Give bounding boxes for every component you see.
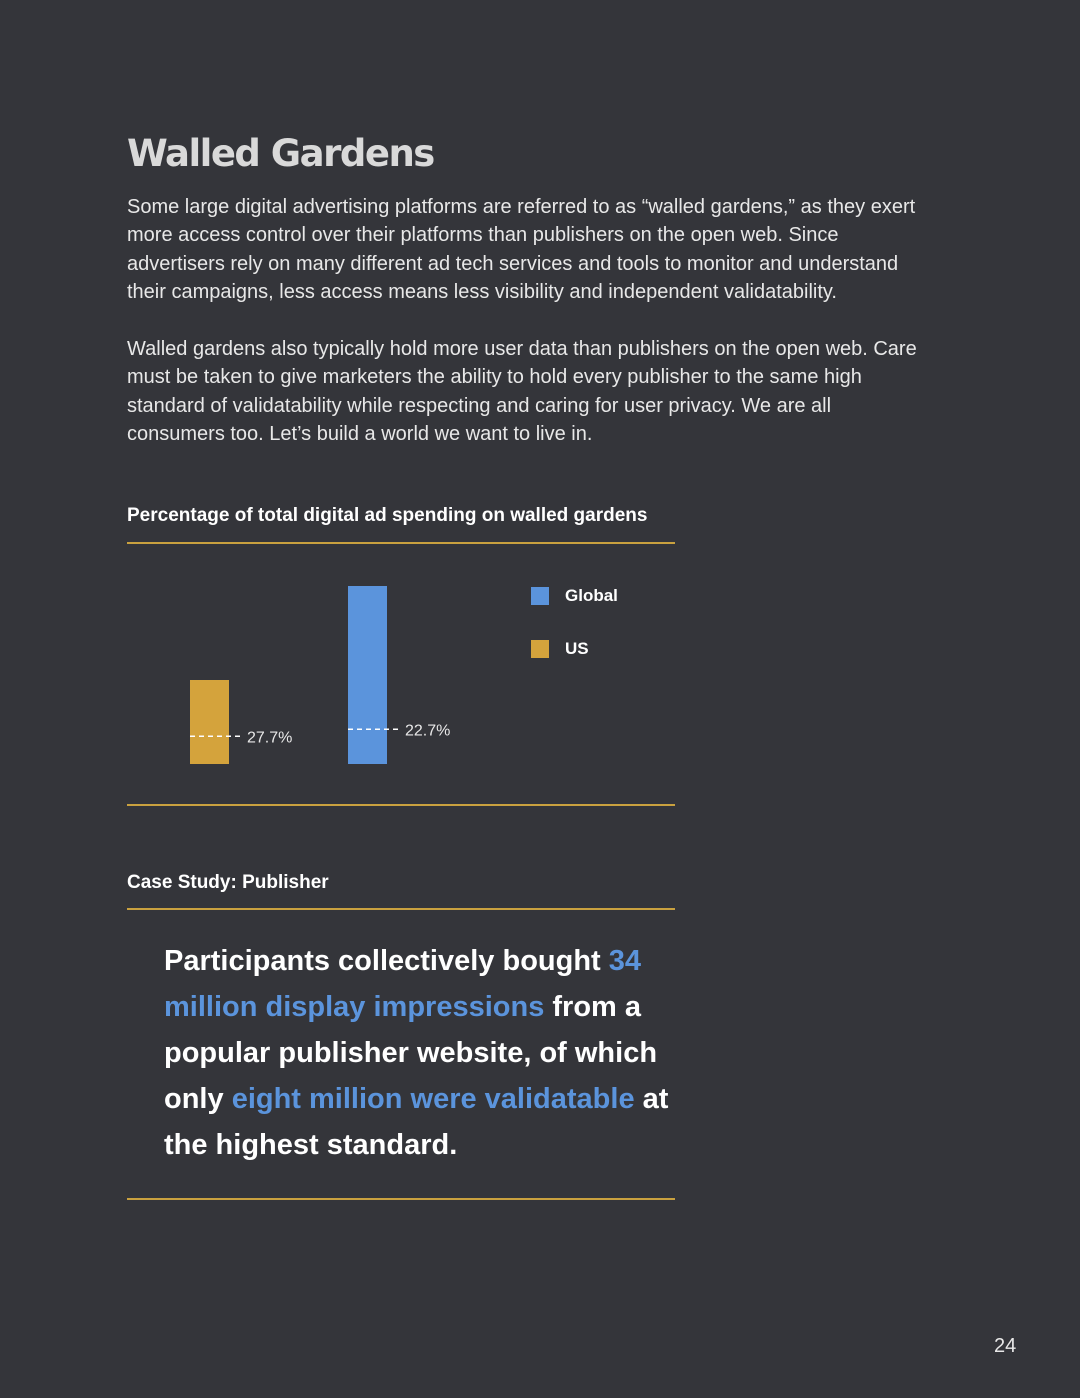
privacy-paragraph: Walled gardens also typically hold more user data than publishers on the open web. Care must be taken to give marketers the ability to hold every publisher to the same high standard of validatability while respecting and caring for user privacy. We are all consumers too. Let’s build a world we want to live in. [127,338,917,445]
page-number: 24 [994,1335,1017,1357]
quote-text-3: at the highest standard. [164,1083,669,1161]
chart-top-divider [127,542,675,544]
quote-text-1: Participants collectively bought [164,945,601,977]
page-title: Walled Gardens [127,132,434,175]
quote-highlight-2: eight million were validatable [231,1083,635,1115]
value-label-us: 27.7% [247,729,293,747]
legend-item-us [531,639,589,659]
case-study-title: Case Study: Publisher [127,872,329,893]
chart-section-title: Percentage of total digital ad spending on walled gardens [127,505,648,526]
legend-item-global [531,586,618,606]
chart-bottom-divider [127,804,675,806]
value-label-global: 22.7% [405,722,451,740]
case-study-bottom-divider [127,1198,675,1200]
legend-label-global: Global [565,586,618,605]
intro-paragraph: Some large digital advertising platforms are referred to as “walled gardens,” as they exert more access control over their platforms than publishers on the open web. Since advertisers rely on many different ad tech services and tools to monitor and understand their campaigns, less access means less visibility and independent validatability. [127,196,916,303]
bar-global [348,586,387,764]
legend-swatch-global [531,587,549,605]
quote-text-2: from a popular publisher website, of which only [164,991,658,1115]
legend-label-us: US [565,639,589,658]
legend-swatch-us [531,640,549,658]
case-study-top-divider [127,908,675,910]
bar-us [190,680,229,764]
quote-highlight-1: 34 million display impressions [164,945,642,1023]
case-study-quote [164,938,684,1168]
